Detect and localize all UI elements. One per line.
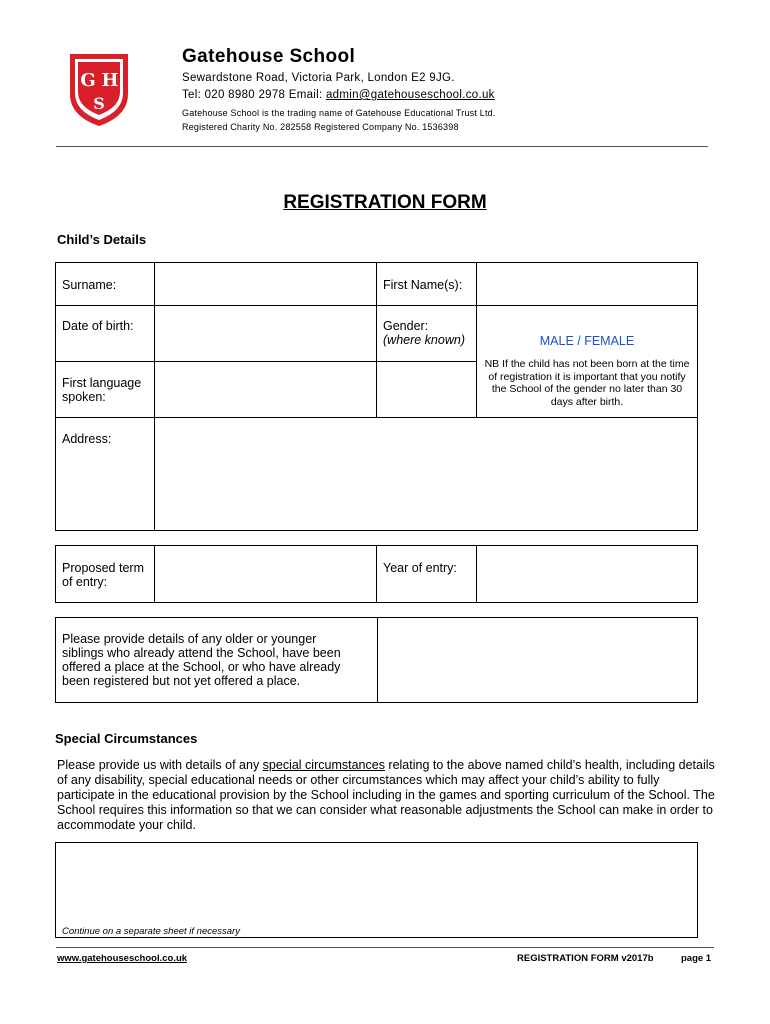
gender-options[interactable]: MALE / FEMALE [539,334,635,348]
header-divider [56,146,708,147]
school-crest-logo [66,50,132,128]
proposed-term-label-1: Proposed term [62,561,144,575]
svg-text:G: G [80,70,96,91]
gender-nb-note: NB If the child has not been born at the time of registration it is important that you notify the School of the gender no later than 30 days after birth. [484,358,690,408]
siblings-label-1: Please provide details of any older or younger [62,632,317,646]
first-language-label-1: First language [62,376,142,390]
contact-line [182,89,495,101]
dob-label: Date of birth: [62,319,134,333]
childs-details-heading: Child’s Details [57,232,147,247]
year-of-entry-field[interactable] [476,545,698,603]
proposed-term-label-2: of entry: [62,575,108,589]
para-rest: relating to the above named child’s health, including details of any disability, special educational needs or other circumstances which may affect your child’s ability to fully participate in the educational provision by the School including in the games and sporting curriculum of the School. The School requires this information so that we can consider what reasonable adjustments the School can make in order to accommodate your child. [57,758,715,832]
charity-line: Registered Charity No. 282558 Registered Company No. 1536398 [182,122,459,132]
special-circumstances-paragraph [57,758,717,833]
special-circumstances-term: special circumstances [262,758,385,772]
dob-field[interactable] [154,305,377,362]
footer-form-version: REGISTRATION FORM v2017b [517,953,654,964]
surname-label: Surname: [62,278,117,292]
dob-label-cell [55,305,155,362]
siblings-label-4: been registered but not yet offered a place. [62,674,301,688]
svg-text:H: H [101,70,119,91]
first-names-label: First Name(s): [383,278,463,292]
continue-note: Continue on a separate sheet if necessary [62,926,240,937]
tel-text: Tel: 020 8980 2978 Email: [182,89,326,101]
first-language-label-2: spoken: [62,390,106,404]
footer-website-link[interactable]: www.gatehouseschool.co.uk [57,953,188,964]
address-label: Address: [62,432,112,446]
siblings-label-3: offered a place at the School, or who have already [62,660,341,674]
footer-page-number: page 1 [681,953,712,964]
email-link[interactable]: admin@gatehouseschool.co.uk [325,89,495,101]
school-name: Gatehouse School [182,46,356,67]
trust-line: Gatehouse School is the trading name of Gatehouse Educational Trust Ltd. [182,108,496,118]
footer-divider [56,947,714,948]
proposed-term-field[interactable] [154,545,377,603]
para-start: Please provide us with details of any [57,758,263,772]
siblings-label-2: siblings who already attend the School, have been [62,646,341,660]
special-circumstances-heading: Special Circumstances [55,731,198,746]
gender-note: (where known) [383,333,465,347]
form-title: REGISTRATION FORM [283,192,487,213]
year-of-entry-label: Year of entry: [383,561,457,575]
special-circumstances-field[interactable] [55,842,698,938]
school-address: Sewardstone Road, Victoria Park, London E2 9JG. [182,72,455,84]
siblings-field[interactable] [377,617,698,703]
surname-field[interactable] [154,262,377,306]
svg-text:S: S [93,94,105,113]
address-field[interactable] [154,417,698,531]
first-names-field[interactable] [476,262,698,306]
gender-label: Gender: [383,319,429,333]
first-language-field[interactable] [154,361,377,418]
